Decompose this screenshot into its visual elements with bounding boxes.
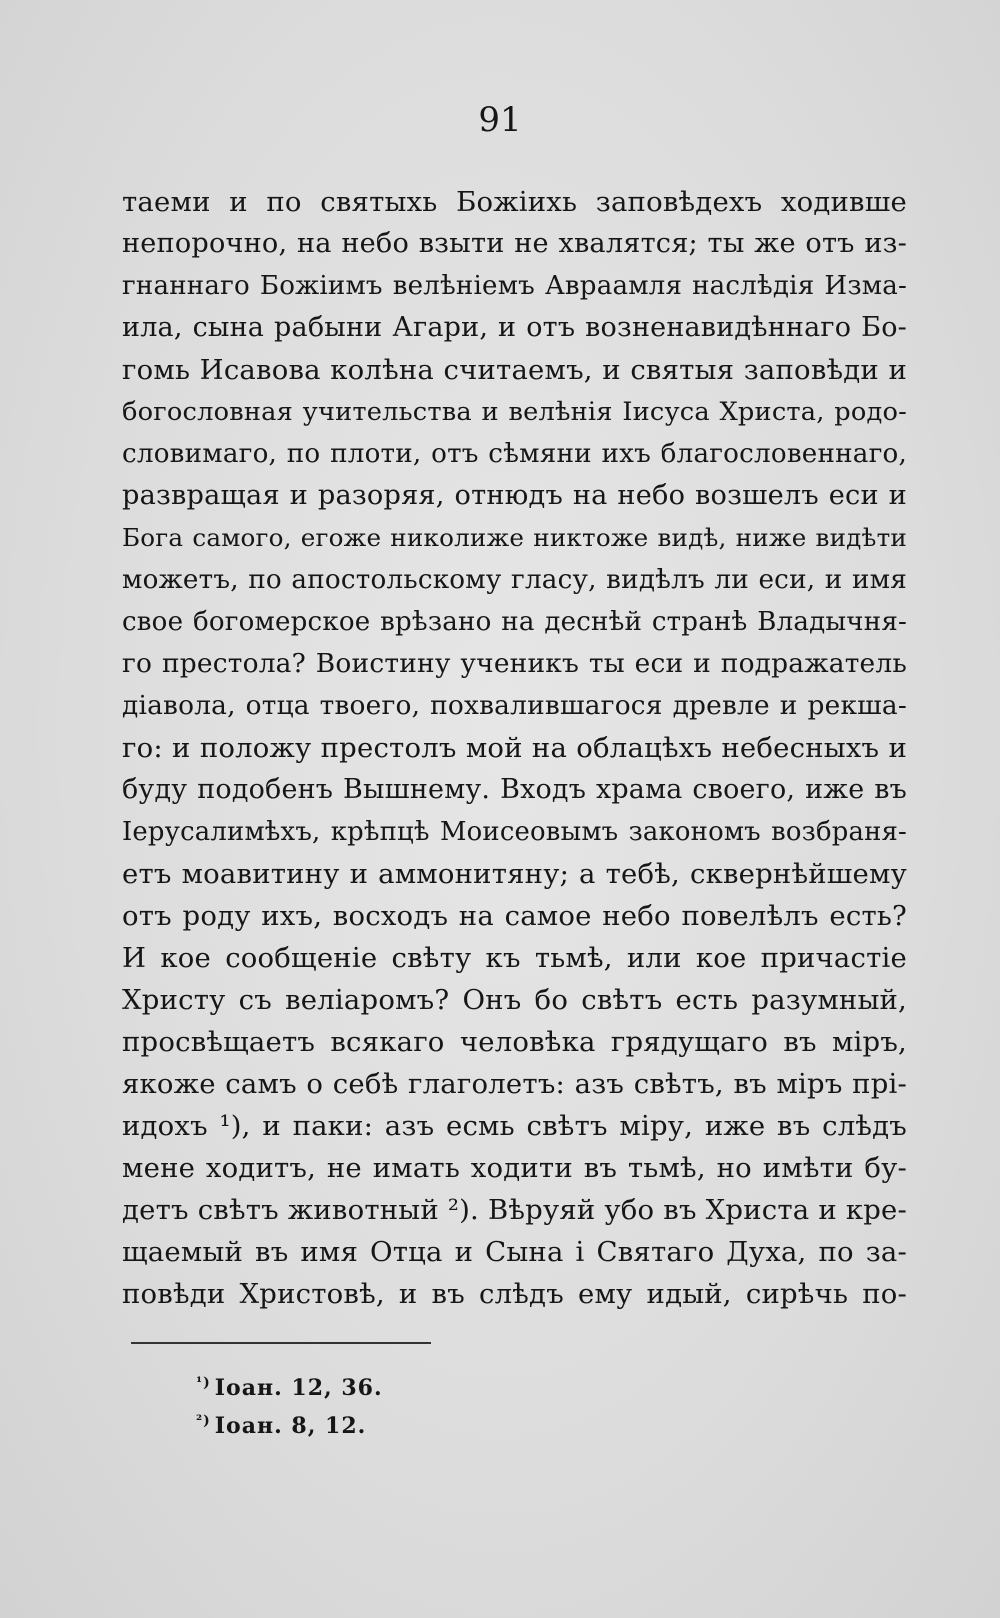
text-line: гнаннаго Божіимъ велѣніемъ Авраамля наслѣдія Измa- [122,271,907,301]
text-line: отъ роду ихъ, восходъ на самое небо повелѣлъ есть? [122,900,907,932]
text-line: просвѣщаетъ всякаго человѣка грядущаго въ міръ, [122,1026,907,1058]
page-number: 91 [478,100,522,140]
text-line: Христу съ веліаромъ? Онъ бо свѣтъ есть разумный, [122,984,907,1016]
body-text [122,181,907,1315]
text-line: богословная учительства и велѣнія Іисуса Христа, родо- [122,397,907,427]
footnote-text: Іоан. 12, 36. [214,1375,383,1401]
text-line: словимаго, по плоти, отъ сѣмяни ихъ благословеннаго, [122,439,907,469]
text-line: развращая и разоряя, отнюдъ на небо возшелъ еси и [122,480,907,511]
text-line: идохъ ¹), и паки: азъ есмь свѣтъ міру, иже въ слѣдъ [122,1110,907,1142]
text-line: свое богомерское врѣзано на деснѣй странѣ Владычня- [122,607,907,637]
text-line: щаемый въ имя Отца и Сына і Святаго Духа, по за- [122,1236,907,1268]
footnote-mark: ¹) [196,1375,211,1391]
text-line: буду подобенъ Вышнему. Входъ храма своего, иже въ [122,774,907,805]
text-line: гомь Исавова колѣна считаемъ, и святыя заповѣди и [122,354,907,386]
text-line: Іерусалимѣхъ, крѣпцѣ Моисеовымъ закономъ возбраня- [122,817,907,847]
text-line: можетъ, по апостольскому гласу, видѣлъ ли еси, и имя [122,565,907,595]
text-line: Бога самого, егоже николиже никтоже видѣ, ниже видѣти [122,523,907,552]
footnote-item [196,1364,696,1402]
text-line: детъ свѣтъ животный ²). Вѣруяй убо въ Христа и кре- [122,1194,907,1226]
text-line: повѣди Христовѣ, и въ слѣдъ ему идый, сирѣчь по- [122,1278,907,1310]
text-line: діавола, отца твоего, похвалившагося древле и рекша- [122,690,907,721]
text-line: якоже самъ о себѣ глаголетъ: азъ свѣтъ, въ міръ прі- [122,1068,907,1100]
text-line: го престола? Воистину ученикъ ты еси и подражатель [122,648,907,679]
footnote-mark: ²) [196,1413,211,1429]
text-line: етъ моавитину и аммонитяну; а тебѣ, сквернѣйшему [122,858,907,890]
text-line: И кое сообщеніе свѣту къ тьмѣ, или кое причастіе [122,942,907,974]
footnote-item [196,1402,696,1440]
footnotes [196,1364,696,1440]
text-line: ила, сына рабыни Агари, и отъ возненавидѣннаго Бо- [122,312,907,343]
text-line: таеми и по святыхь Божіихь заповѣдехъ ходивше [122,186,907,218]
footnote-divider [131,1342,431,1344]
text-line: го: и положу престолъ мой на облацѣхъ небесныхъ и [122,732,907,764]
footnote-text: Іоан. 8, 12. [214,1413,367,1439]
text-line: мене ходитъ, не имать ходити въ тьмѣ, но имѣти бу- [122,1152,907,1184]
text-line: непорочно, на небо взыти не хвалятся; ты же отъ из- [122,228,907,259]
